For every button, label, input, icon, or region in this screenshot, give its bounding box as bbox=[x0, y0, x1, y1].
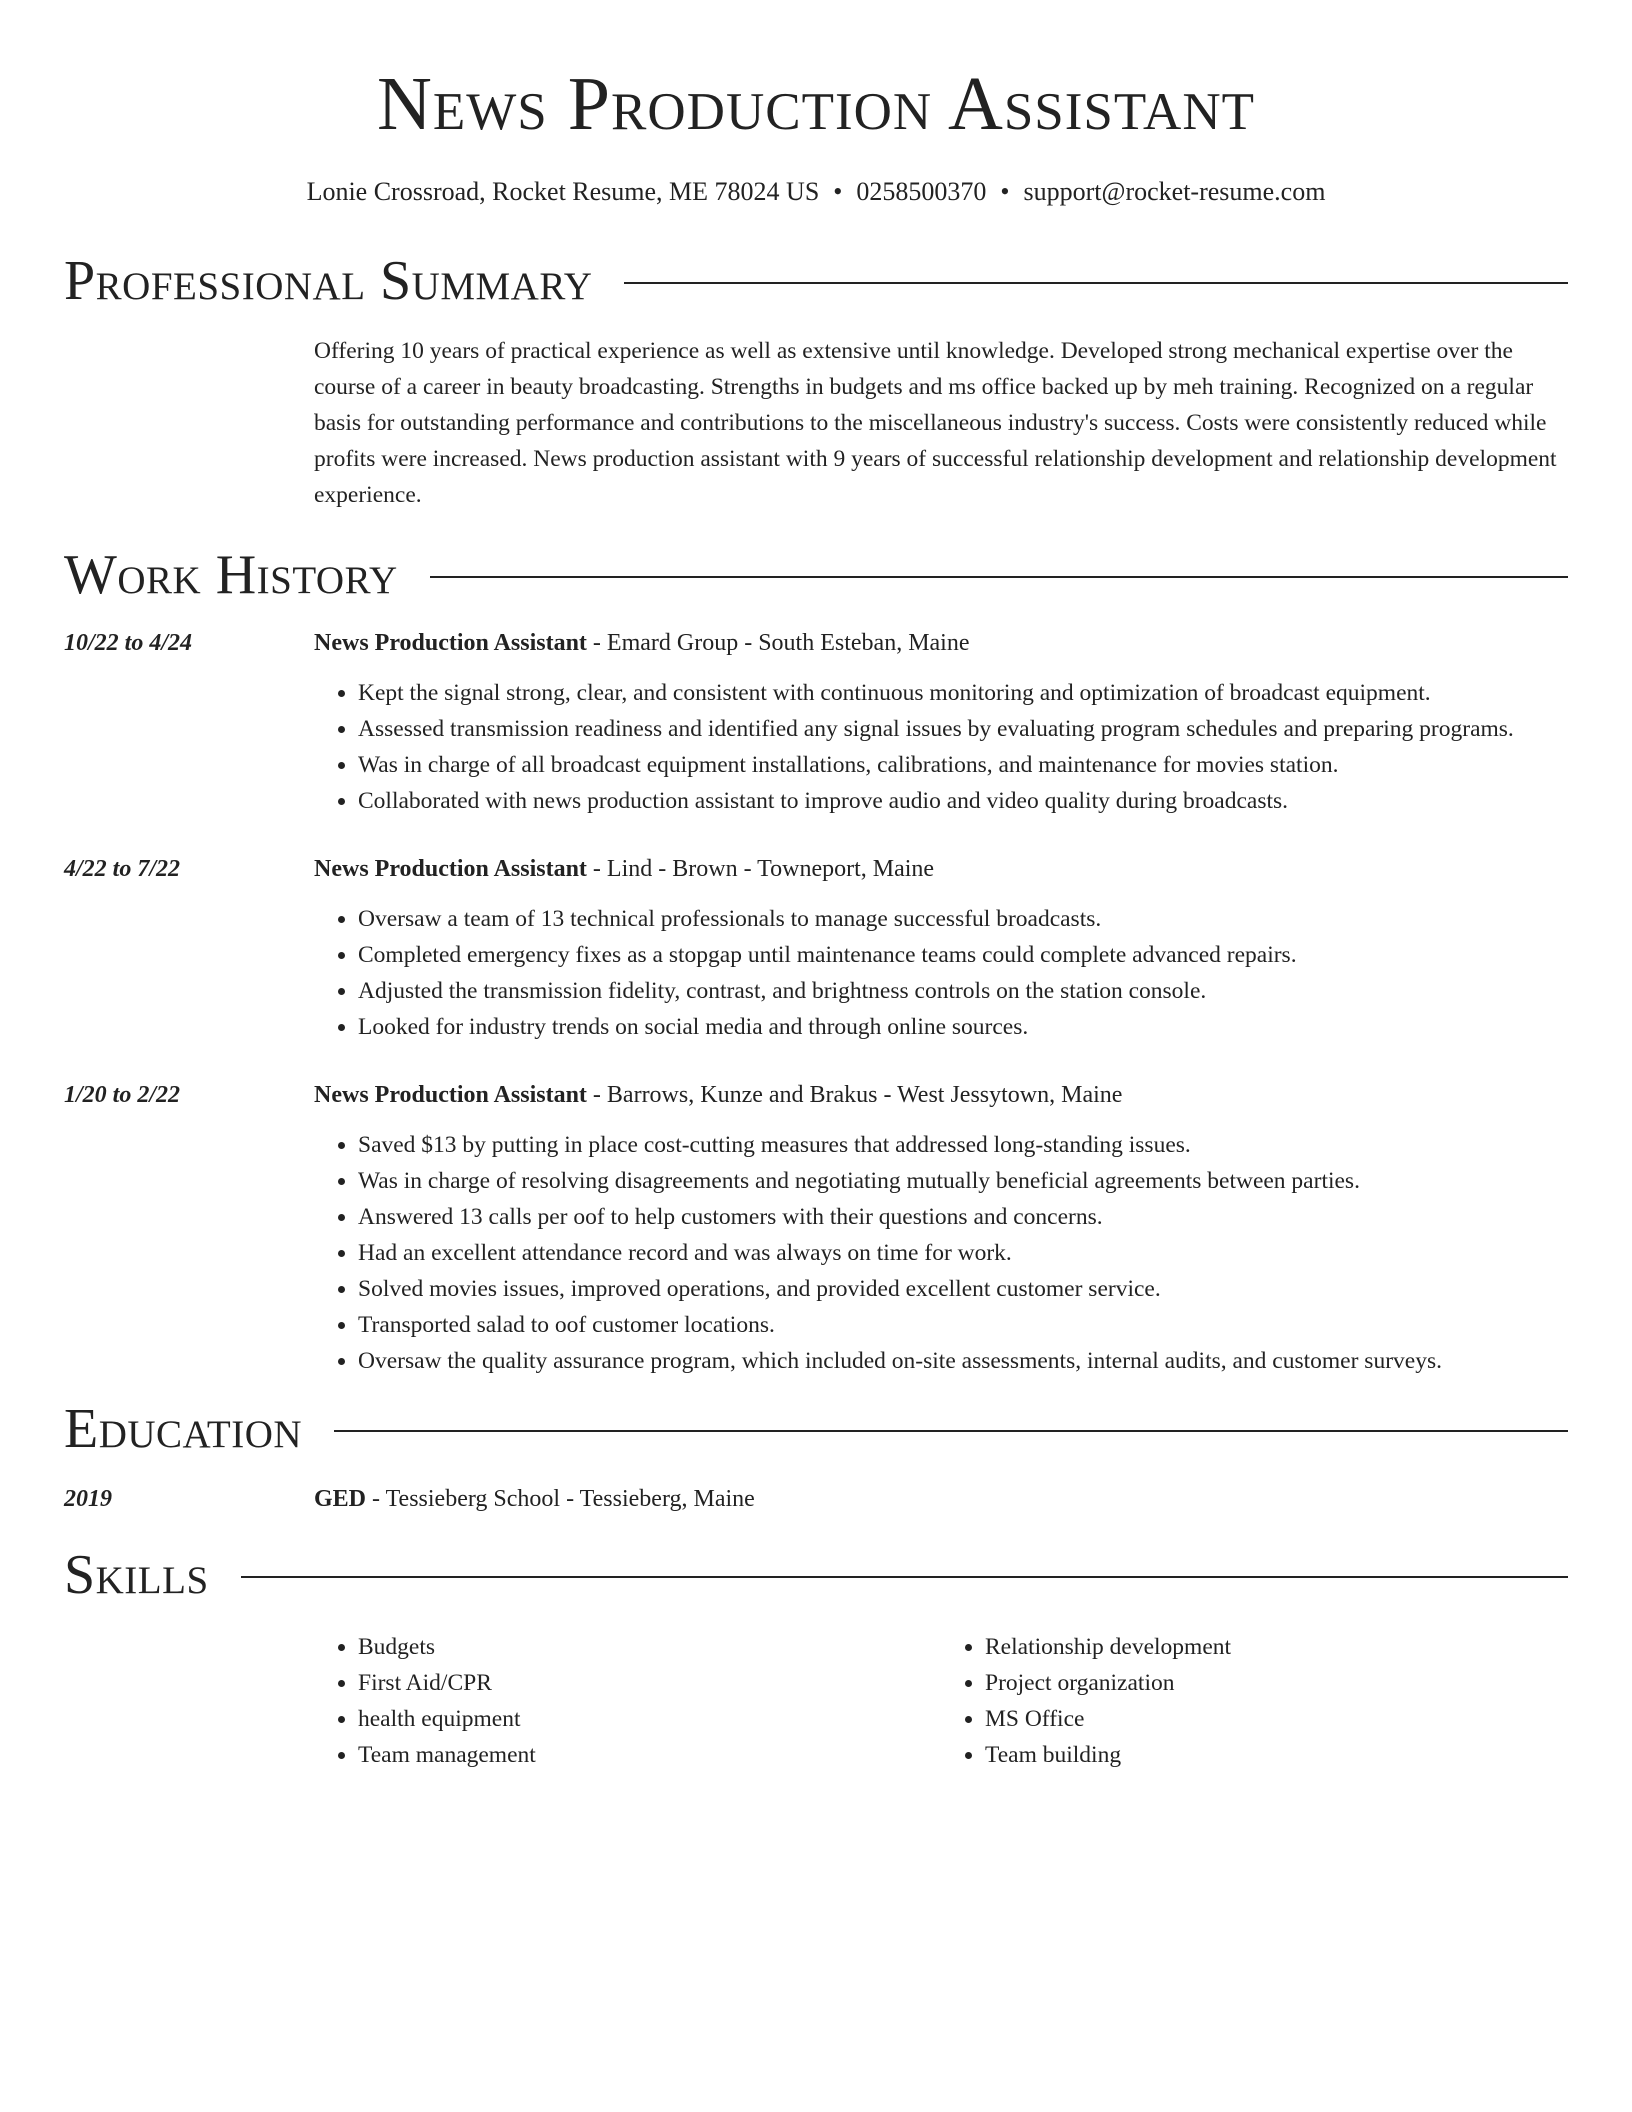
skill-item: • Relationship development bbox=[985, 1629, 1568, 1665]
contact-phone: 0258500370 bbox=[856, 177, 987, 206]
job-bullet: • Oversaw the quality assurance program, which included on-site assessments, internal audits, and customer surveys. bbox=[358, 1343, 1568, 1379]
job-title: News Production Assistant bbox=[314, 630, 587, 657]
resume-title: News Production Assistant bbox=[377, 62, 1255, 146]
job-entry bbox=[64, 1077, 1568, 1379]
job-content bbox=[314, 625, 1568, 819]
section-divider bbox=[624, 282, 1568, 284]
job-dates: 10/22 to 4/24 bbox=[64, 630, 193, 657]
job-bullet: • Assessed transmission readiness and identified any signal issues by evaluating program schedules and preparing programs. bbox=[358, 711, 1568, 747]
contact-email: support@rocket-resume.com bbox=[1023, 177, 1326, 206]
summary-section-header bbox=[64, 250, 1568, 313]
education-heading: Education bbox=[64, 1398, 303, 1461]
education-year: 2019 bbox=[64, 1486, 112, 1513]
job-bullet: • Was in charge of resolving disagreements and negotiating mutually beneficial agreements between parties. bbox=[358, 1163, 1568, 1199]
skills-heading: Skills bbox=[64, 1544, 209, 1607]
job-bullet: • Answered 13 calls per oof to help customers with their questions and concerns. bbox=[358, 1199, 1568, 1235]
skill-item: • Team building bbox=[985, 1737, 1568, 1773]
skill-item: • MS Office bbox=[985, 1701, 1568, 1737]
skills-column-left bbox=[314, 1629, 941, 1773]
job-entry bbox=[64, 851, 1568, 1045]
job-dates: 1/20 to 2/22 bbox=[64, 1082, 181, 1109]
education-details: - Tessieberg School - Tessieberg, Maine bbox=[366, 1486, 755, 1513]
job-bullet: • Saved $13 by putting in place cost-cutting measures that addressed long-standing issues. bbox=[358, 1127, 1568, 1163]
job-bullets bbox=[314, 901, 1568, 1045]
job-bullet: • Solved movies issues, improved operations, and provided excellent customer service. bbox=[358, 1271, 1568, 1307]
summary-heading: Professional Summary bbox=[64, 250, 593, 313]
job-bullet: • Looked for industry trends on social media and through online sources. bbox=[358, 1009, 1568, 1045]
summary-text: Offering 10 years of practical experience as well as extensive until knowledge. Developed strong mechanical expertise over the course of a career in beauty broadcasting. Strengths in budgets and ms office backed up by meh training. Recognized on a regular basis for outstanding performance and contributions to the miscellaneous industry's success. Costs were consistently reduced while profits were increased. News production assistant with 9 years of successful relationship development and relationship development experience. bbox=[314, 338, 1557, 509]
skill-item: • Budgets bbox=[358, 1629, 941, 1665]
section-divider bbox=[241, 1576, 1568, 1578]
contact-address: Lonie Crossroad, Rocket Resume, ME 78024 US bbox=[306, 177, 820, 206]
job-content bbox=[314, 1077, 1568, 1379]
job-dates: 4/22 to 7/22 bbox=[64, 856, 181, 883]
skills-column-right bbox=[941, 1629, 1568, 1773]
job-entry bbox=[64, 625, 1568, 819]
job-bullet: • Collaborated with news production assistant to improve audio and video quality during broadcasts. bbox=[358, 783, 1568, 819]
education-content bbox=[314, 1481, 1568, 1517]
job-bullet: • Was in charge of all broadcast equipment installations, calibrations, and maintenance for movies station. bbox=[358, 747, 1568, 783]
work-heading: Work History bbox=[64, 544, 398, 607]
contact-separator: • bbox=[833, 177, 843, 206]
work-section-header bbox=[64, 544, 1568, 607]
job-content bbox=[314, 851, 1568, 1045]
job-bullet: • Transported salad to oof customer locations. bbox=[358, 1307, 1568, 1343]
job-title: News Production Assistant bbox=[314, 856, 587, 883]
contact-line bbox=[64, 176, 1568, 207]
education-entry bbox=[64, 1481, 1568, 1517]
contact-separator: • bbox=[1000, 177, 1010, 206]
job-title: News Production Assistant bbox=[314, 1082, 587, 1109]
job-bullets bbox=[314, 1127, 1568, 1379]
education-section-header bbox=[64, 1398, 1568, 1461]
job-details: - Barrows, Kunze and Brakus - West Jessytown, Maine bbox=[586, 1082, 1123, 1109]
job-bullet: • Kept the signal strong, clear, and consistent with continuous monitoring and optimization of broadcast equipment. bbox=[358, 675, 1568, 711]
job-details: - Emard Group - South Esteban, Maine bbox=[586, 630, 970, 657]
skill-item: • First Aid/CPR bbox=[358, 1665, 941, 1701]
job-bullet: • Adjusted the transmission fidelity, contrast, and brightness controls on the station console. bbox=[358, 973, 1568, 1009]
job-bullet: • Completed emergency fixes as a stopgap until maintenance teams could complete advanced repairs. bbox=[358, 937, 1568, 973]
skill-item: • Project organization bbox=[985, 1665, 1568, 1701]
skill-item: • Team management bbox=[358, 1737, 941, 1773]
job-bullets bbox=[314, 675, 1568, 819]
job-bullet: • Oversaw a team of 13 technical professionals to manage successful broadcasts. bbox=[358, 901, 1568, 937]
job-bullet: • Had an excellent attendance record and was always on time for work. bbox=[358, 1235, 1568, 1271]
section-divider bbox=[334, 1430, 1568, 1432]
skills-list bbox=[314, 1629, 1568, 1773]
job-details: - Lind - Brown - Towneport, Maine bbox=[586, 856, 935, 883]
education-degree: GED bbox=[314, 1486, 367, 1513]
section-divider bbox=[430, 576, 1568, 578]
skills-section-header bbox=[64, 1544, 1568, 1607]
skill-item: • health equipment bbox=[358, 1701, 941, 1737]
